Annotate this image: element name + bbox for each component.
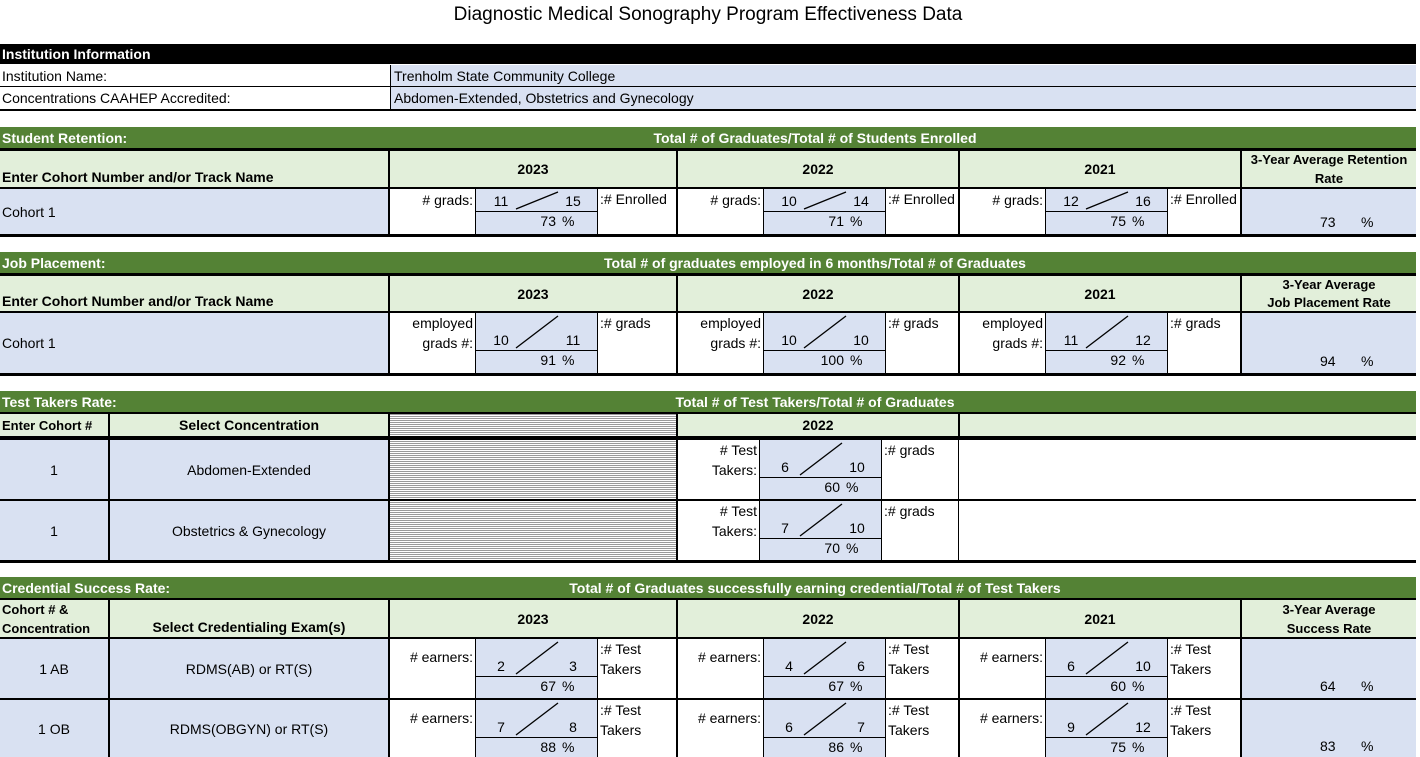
- test-row1-cohort[interactable]: 1: [0, 440, 108, 499]
- credential-row2-2021-block: [958, 700, 1240, 757]
- test-2023-hatch-header: [388, 414, 676, 436]
- credential-row2-2021-percent-sign: %: [1132, 739, 1145, 755]
- job-2021-left-label: [960, 313, 1043, 353]
- job-2022-left-label-line1: employed: [700, 315, 761, 331]
- credential-row2-2023-fraction[interactable]: [475, 700, 598, 757]
- test-row1-2022-fraction[interactable]: [759, 440, 882, 499]
- test-year-2022: 2022: [676, 414, 958, 436]
- retention-2023-percent: 73: [540, 213, 556, 229]
- institution-name-label: Institution Name:: [0, 65, 390, 87]
- credential-row2-2022-percent: 86: [828, 739, 844, 755]
- test-row1-blank: [958, 440, 1416, 499]
- credential-row1-2022-denominator[interactable]: 6: [857, 658, 865, 674]
- test-row1-concentration[interactable]: Abdomen-Extended: [108, 440, 388, 499]
- credential-row1-avg-value: 64: [1320, 678, 1336, 694]
- test-bottom-rule: [0, 560, 1416, 563]
- job-2021-left-label-line1: employed: [982, 315, 1043, 331]
- credential-year-2022: 2022: [676, 600, 958, 637]
- job-2021-left-label-line2: grads #:: [992, 335, 1043, 351]
- credential-row2-2022-block: [676, 700, 958, 757]
- retention-2023-left-label: [390, 189, 473, 210]
- job-avg-header-line1: 3-Year Average: [1282, 277, 1376, 292]
- test-row2-2022-block: [676, 501, 958, 560]
- test-row2-hatch: [388, 501, 676, 560]
- retention-2023-fraction[interactable]: [475, 189, 598, 234]
- retention-cohort-cell[interactable]: Cohort 1: [0, 189, 388, 234]
- job-2023-percent: 91: [540, 352, 556, 368]
- retention-2022-percent-sign: %: [850, 213, 863, 229]
- retention-2023-right-label-line1: :# Enrolled: [600, 191, 667, 207]
- job-2021-percent-sign: %: [1132, 352, 1145, 368]
- retention-year-2022: 2022: [676, 151, 958, 187]
- credential-row2-2021-fraction-divider: [1046, 737, 1167, 738]
- retention-cohort-header-label: Enter Cohort Number and/or Track Name: [2, 169, 274, 185]
- retention-2023-right-label: [600, 189, 667, 209]
- job-avg-header-line2: Job Placement Rate: [1267, 295, 1391, 310]
- credential-row1-2023-right-label-line2: Takers: [600, 661, 642, 677]
- retention-2022-right-label-line1: :# Enrolled: [888, 191, 955, 207]
- institution-bottom-rule: [0, 109, 1416, 111]
- job-2022-fraction[interactable]: [763, 313, 886, 373]
- credential-row1-2022-right-label-line2: Takers: [888, 661, 930, 677]
- test-concentration-header: Select Concentration: [108, 414, 388, 436]
- credential-year-2023: 2023: [388, 600, 676, 637]
- retention-2023-percent-sign: %: [562, 213, 575, 229]
- credential-row2-2022-percent-sign: %: [850, 739, 863, 755]
- credential-row1-2023-percent: 67: [540, 678, 556, 694]
- concentrations-label: Concentrations CAAHEP Accredited:: [0, 87, 390, 109]
- credential-row1-2022-numerator[interactable]: 4: [785, 658, 793, 674]
- retention-2021-numerator[interactable]: 12: [1063, 193, 1079, 209]
- job-bottom-rule: [0, 373, 1416, 376]
- credential-row2-2023-numerator[interactable]: 7: [497, 719, 505, 735]
- credential-row1-2021-left-label-line1: # earners:: [979, 649, 1043, 665]
- test-row2-2022-denominator[interactable]: 10: [849, 520, 865, 536]
- test-row1-2022-numerator[interactable]: 6: [781, 459, 789, 475]
- credential-row2-2021-numerator[interactable]: 9: [1067, 719, 1075, 735]
- credential-row2-2023-left-label: [390, 700, 473, 728]
- job-cohort-cell[interactable]: Cohort 1: [0, 313, 388, 373]
- retention-2022-fraction[interactable]: [763, 189, 886, 234]
- credential-row1-2023-denominator[interactable]: 3: [569, 658, 577, 674]
- retention-2022-denominator[interactable]: 14: [853, 193, 869, 209]
- credential-row1-exam[interactable]: RDMS(AB) or RT(S): [108, 639, 388, 698]
- job-2023-left-label-line1: employed: [412, 315, 473, 331]
- job-2022-percent: 100: [820, 352, 844, 368]
- retention-2021-percent: 75: [1110, 213, 1126, 229]
- job-2022-block: [676, 313, 958, 373]
- credential-row2-avg-value: 83: [1320, 738, 1336, 754]
- credential-row2-cohort[interactable]: 1 OB: [0, 700, 108, 757]
- retention-2022-left-label: [678, 189, 761, 210]
- job-avg-value: 94: [1320, 353, 1336, 369]
- credential-row2-2022-right-label-line2: Takers: [888, 722, 930, 738]
- institution-header: [0, 44, 1416, 64]
- job-2023-fraction-divider: [476, 350, 597, 351]
- credential-row1-2021-numerator[interactable]: 6: [1067, 658, 1075, 674]
- job-2021-fraction[interactable]: [1045, 313, 1168, 373]
- credential-row1-2021-left-label: [960, 639, 1043, 667]
- credential-row1-2021-right-label: [1170, 639, 1211, 679]
- retention-2022-left-label-line1: # grads:: [710, 192, 761, 208]
- retention-2021-block: [958, 189, 1240, 234]
- retention-avg-pct: %: [1361, 214, 1374, 230]
- retention-2021-fraction-divider: [1046, 211, 1167, 212]
- credential-row2-2021-percent: 75: [1110, 739, 1126, 755]
- job-2021-right-label-line1: :# grads: [1170, 315, 1221, 331]
- job-header-label: Job Placement:: [2, 254, 106, 271]
- credential-row1-2022-left-label: [678, 639, 761, 667]
- credential-row1-2022-right-label-line1: :# Test: [888, 641, 929, 657]
- retention-2021-left-label: [960, 189, 1043, 210]
- job-2023-numerator[interactable]: 10: [493, 332, 509, 348]
- test-row2-2022-left-label-line1: # Test: [719, 503, 757, 519]
- job-cohort-header: [0, 276, 388, 311]
- test-row1-2022-block: [676, 440, 958, 499]
- retention-2023-numerator[interactable]: 11: [493, 193, 509, 209]
- job-2021-fraction-divider: [1046, 350, 1167, 351]
- credential-row2-2021-denominator[interactable]: 12: [1135, 719, 1151, 735]
- credential-row2-2021-left-label: [960, 700, 1043, 728]
- credential-row2-2023-left-label-line1: # earners:: [409, 710, 473, 726]
- credential-year-2021: 2021: [958, 600, 1240, 637]
- retention-cohort-header: [0, 151, 388, 187]
- job-2023-right-label-line1: :# grads: [600, 315, 651, 331]
- credential-row1-2023-numerator[interactable]: 2: [497, 658, 505, 674]
- page-title: Diagnostic Medical Sonography Program Effectiveness Data: [453, 4, 963, 25]
- test-row2-2022-right-label: [884, 501, 935, 521]
- credential-row1-2023-left-label-line1: # earners:: [409, 649, 473, 665]
- job-2023-block: [388, 313, 676, 373]
- test-row2-cohort[interactable]: 1: [0, 501, 108, 560]
- test-row2-2022-percent: 70: [824, 540, 840, 556]
- retention-2023-fraction-divider: [476, 211, 597, 212]
- retention-year-2021: 2021: [958, 151, 1240, 187]
- job-2022-numerator[interactable]: 10: [781, 332, 797, 348]
- credential-row2-2022-right-label-line1: :# Test: [888, 702, 929, 718]
- retention-2022-block: [676, 189, 958, 234]
- institution-name-field[interactable]: Trenholm State Community College: [390, 65, 1416, 87]
- job-2022-right-label-line1: :# grads: [888, 315, 939, 331]
- job-2022-left-label-line2: grads #:: [710, 335, 761, 351]
- credential-row2-2021-fraction[interactable]: [1045, 700, 1168, 757]
- credential-row2-2023-block: [388, 700, 676, 757]
- test-row2-2022-percent-sign: %: [846, 540, 859, 556]
- credential-row2-2022-fraction-divider: [764, 737, 885, 738]
- job-2023-denominator[interactable]: 11: [565, 332, 581, 348]
- test-subtitle: Total # of Test Takers/Total # of Graduates: [675, 393, 955, 410]
- credential-row2-2022-left-label-line1: # earners:: [697, 710, 761, 726]
- retention-year-2023: 2023: [388, 151, 676, 187]
- retention-2023-left-label-line1: # grads:: [422, 192, 473, 208]
- credential-row2-2021-right-label: [1170, 700, 1211, 740]
- credential-exam-header: [108, 600, 388, 637]
- job-2023-left-label: [390, 313, 473, 353]
- retention-2021-right-label: [1170, 189, 1237, 209]
- test-row2-blank: [958, 501, 1416, 560]
- credential-row2-2022-left-label: [678, 700, 761, 728]
- job-2023-percent-sign: %: [562, 352, 575, 368]
- credential-row1-2023-fraction-divider: [476, 676, 597, 677]
- credential-row2-avg-pct: %: [1361, 738, 1374, 754]
- credential-row1-2023-right-label: [600, 639, 641, 679]
- test-row2-2022-left-label: [678, 501, 757, 541]
- job-avg-header: [1240, 276, 1416, 311]
- credential-avg-header-line1: 3-Year Average: [1282, 602, 1376, 617]
- credential-row2-2023-right-label-line1: :# Test: [600, 702, 641, 718]
- job-2022-fraction-divider: [764, 350, 885, 351]
- job-2021-numerator[interactable]: 11: [1063, 332, 1079, 348]
- test-row1-2022-right-label: [884, 440, 935, 460]
- credential-row2-2023-percent-sign: %: [562, 739, 575, 755]
- credential-row1-2021-block: [958, 639, 1240, 698]
- job-year-2022: 2022: [676, 276, 958, 311]
- credential-row1-2021-percent-sign: %: [1132, 678, 1145, 694]
- credential-row2-2023-right-label: [600, 700, 641, 740]
- job-2021-right-label: [1170, 313, 1221, 333]
- credential-cohort-header-line2: Concentration: [2, 621, 91, 636]
- test-cohort-header: Enter Cohort #: [0, 414, 108, 436]
- credential-cohort-header: [0, 600, 108, 637]
- test-row2-2022-left-label-line2: Takers:: [711, 523, 757, 539]
- job-cohort-header-label: Enter Cohort Number and/or Track Name: [2, 293, 274, 309]
- credential-subtitle: Total # of Graduates successfully earning credential/Total # of Test Takers: [569, 579, 1061, 596]
- credential-row1-2021-percent: 60: [1110, 678, 1126, 694]
- concentrations-field[interactable]: Abdomen-Extended, Obstetrics and Gynecology: [390, 87, 1416, 109]
- retention-2021-left-label-line1: # grads:: [992, 192, 1043, 208]
- job-2022-left-label: [678, 313, 761, 353]
- credential-row2-2021-left-label-line1: # earners:: [979, 710, 1043, 726]
- credential-row1-2023-block: [388, 639, 676, 698]
- test-row1-2022-fraction-divider: [760, 477, 881, 478]
- retention-subtitle: Total # of Graduates/Total # of Students Enrolled: [653, 129, 977, 146]
- credential-row1-2023-right-label-line1: :# Test: [600, 641, 641, 657]
- credential-row1-2021-right-label-line2: Takers: [1170, 661, 1212, 677]
- job-year-2021: 2021: [958, 276, 1240, 311]
- credential-cohort-header-line1: Cohort # &: [2, 602, 69, 617]
- test-row1-2022-left-label-line1: # Test: [719, 442, 757, 458]
- test-row2-2022-fraction[interactable]: [759, 501, 882, 560]
- credential-row1-2022-fraction[interactable]: [763, 639, 886, 698]
- retention-avg-header: 3-Year Average Retention Rate: [1240, 151, 1416, 187]
- credential-avg-header: [1240, 600, 1416, 637]
- job-subtitle: Total # of graduates employed in 6 months/Total # of Graduates: [604, 254, 1026, 271]
- credential-row1-2022-percent: 67: [828, 678, 844, 694]
- credential-row2-exam[interactable]: RDMS(OBGYN) or RT(S): [108, 700, 388, 757]
- credential-row2-2023-fraction-divider: [476, 737, 597, 738]
- credential-row1-cohort[interactable]: 1 AB: [0, 639, 108, 698]
- retention-2022-percent: 71: [828, 213, 844, 229]
- job-2023-left-label-line2: grads #:: [422, 335, 473, 351]
- job-year-2023: 2023: [388, 276, 676, 311]
- test-row1-2022-percent-sign: %: [846, 479, 859, 495]
- retention-2022-right-label: [888, 189, 955, 209]
- retention-2021-fraction[interactable]: [1045, 189, 1168, 234]
- retention-2022-fraction-divider: [764, 211, 885, 212]
- retention-bottom-rule: [0, 234, 1416, 237]
- job-2021-block: [958, 313, 1240, 373]
- job-avg-pct: %: [1361, 353, 1374, 369]
- test-row2-2022-right-label-line1: :# grads: [884, 503, 935, 519]
- credential-row1-2021-right-label-line1: :# Test: [1170, 641, 1211, 657]
- credential-row1-2022-left-label-line1: # earners:: [697, 649, 761, 665]
- credential-row1-2022-percent-sign: %: [850, 678, 863, 694]
- credential-row2-2022-denominator[interactable]: 7: [857, 719, 865, 735]
- credential-row1-avg-pct: %: [1361, 678, 1374, 694]
- credential-avg-header-line2: Success Rate: [1286, 621, 1372, 636]
- retention-header-label: Student Retention:: [2, 129, 128, 146]
- job-2022-percent-sign: %: [850, 352, 863, 368]
- retention-2022-numerator[interactable]: 10: [781, 193, 797, 209]
- test-row2-2022-numerator[interactable]: 7: [781, 520, 789, 536]
- credential-row2-2022-fraction[interactable]: [763, 700, 886, 757]
- credential-row2-2023-percent: 88: [540, 739, 556, 755]
- credential-row2-2022-numerator[interactable]: 6: [785, 719, 793, 735]
- job-2022-denominator[interactable]: 10: [853, 332, 869, 348]
- credential-row2-2023-denominator[interactable]: 8: [569, 719, 577, 735]
- credential-row2-2021-right-label-line1: :# Test: [1170, 702, 1211, 718]
- credential-row1-2021-fraction-divider: [1046, 676, 1167, 677]
- job-header: [0, 252, 1416, 273]
- credential-row1-2022-block: [676, 639, 958, 698]
- test-blank-header: [958, 414, 1416, 436]
- test-row1-2022-left-label-line2: Takers:: [711, 462, 757, 478]
- credential-header-label: Credential Success Rate:: [2, 579, 171, 596]
- test-row1-hatch: [388, 440, 676, 499]
- test-header-label: Test Takers Rate:: [2, 393, 117, 410]
- institution-header-label: Institution Information: [2, 46, 151, 62]
- retention-avg-value: 73: [1320, 214, 1336, 230]
- retention-2021-right-label-line1: :# Enrolled: [1170, 191, 1237, 207]
- job-2021-denominator[interactable]: 12: [1135, 332, 1151, 348]
- credential-row2-2023-right-label-line2: Takers: [600, 722, 642, 738]
- retention-2021-denominator[interactable]: 16: [1135, 193, 1151, 209]
- credential-row2-2022-right-label: [888, 700, 929, 740]
- test-header: [0, 391, 1416, 412]
- job-2023-right-label: [600, 313, 651, 333]
- job-2021-percent: 92: [1110, 352, 1126, 368]
- retention-2023-denominator[interactable]: 15: [565, 193, 581, 209]
- credential-row1-2023-fraction[interactable]: [475, 639, 598, 698]
- job-2022-right-label: [888, 313, 939, 333]
- credential-row1-2021-fraction[interactable]: [1045, 639, 1168, 698]
- credential-row1-2023-left-label: [390, 639, 473, 667]
- credential-row1-2022-fraction-divider: [764, 676, 885, 677]
- credential-row2-2021-right-label-line2: Takers: [1170, 722, 1212, 738]
- retention-2023-block: [388, 189, 676, 234]
- credential-row1-2023-percent-sign: %: [562, 678, 575, 694]
- test-row2-2022-fraction-divider: [760, 538, 881, 539]
- test-row1-2022-right-label-line1: :# grads: [884, 442, 935, 458]
- credential-row1-2021-denominator[interactable]: 10: [1135, 658, 1151, 674]
- credential-exam-header-label: Select Credentialing Exam(s): [152, 619, 346, 635]
- test-row2-concentration[interactable]: Obstetrics & Gynecology: [108, 501, 388, 560]
- test-row1-2022-percent: 60: [824, 479, 840, 495]
- credential-row1-2022-right-label: [888, 639, 929, 679]
- retention-2021-percent-sign: %: [1132, 213, 1145, 229]
- retention-header: [0, 127, 1416, 148]
- job-2023-fraction[interactable]: [475, 313, 598, 373]
- credential-header: [0, 577, 1416, 598]
- test-row1-2022-denominator[interactable]: 10: [849, 459, 865, 475]
- test-row1-2022-left-label: [678, 440, 757, 480]
